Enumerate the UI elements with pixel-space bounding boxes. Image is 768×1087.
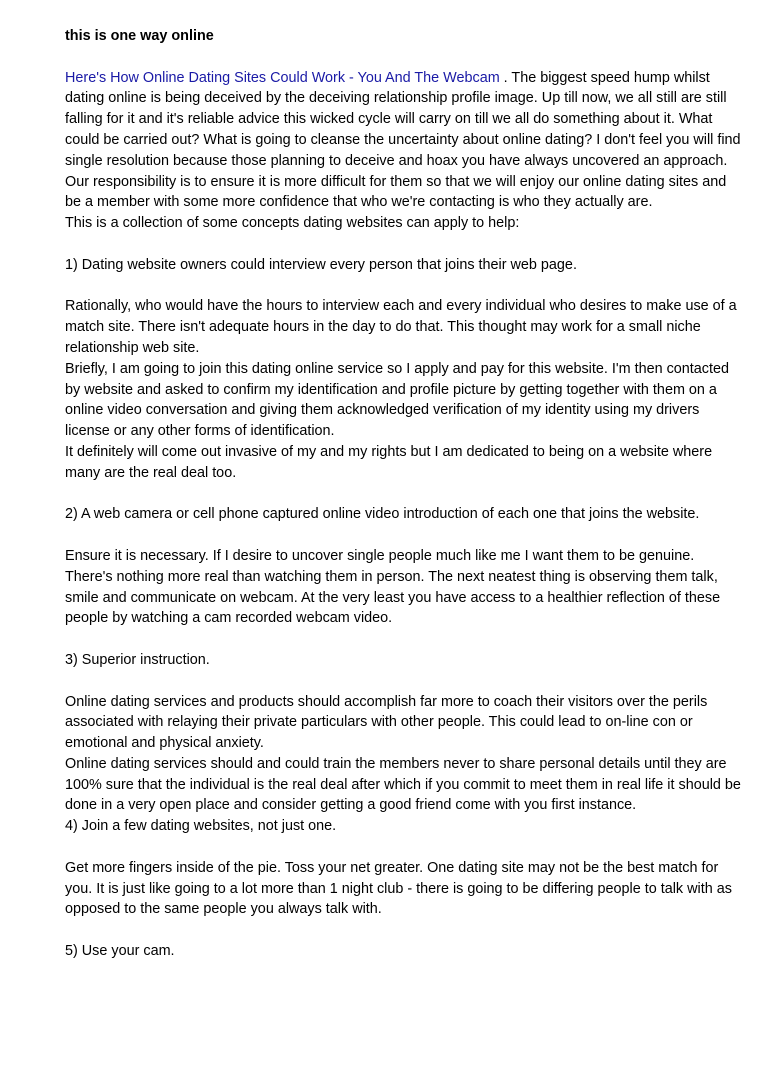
document-page [65, 26, 745, 962]
intro-paragraph [65, 68, 745, 214]
point-3-heading: 3) Superior instruction. [65, 651, 210, 668]
intro-paragraph-2: This is a collection of some concepts dating websites can apply to help: [65, 215, 520, 232]
spacer [65, 234, 745, 255]
point-5-heading: 5) Use your cam. [65, 943, 175, 960]
document-title: this is one way online [65, 28, 214, 44]
point-2-heading: 2) A web camera or cell phone captured online video introduction of each one that joins the website. [65, 506, 700, 523]
point-1-paragraph-1: Rationally, who would have the hours to interview each and every individual who desires to make use of a match site. There isn't adequate hours in the day to do that. This thought may work for a small niche relationship web site. [65, 298, 737, 356]
point-2-paragraph-1: Ensure it is necessary. If I desire to uncover single people much like me I want them to be genuine. There's nothing more real than watching them in person. The next neatest thing is observing them talk, smile and communicate on webcam. At the very least you have access to a healthier reflection of these people by watching a cam recorded webcam video. [65, 547, 721, 627]
spacer [65, 276, 745, 297]
spacer [65, 525, 745, 546]
spacer [65, 484, 745, 505]
intro-text: . The biggest speed hump whilst dating online is being deceived by the deceiving relationship profile image. Up till now, we all still are still falling for it and it's reliable advice this wicked cycle will carry on till we all do something about it. What could be carried out? What is going to cleanse the uncertainty about online dating? I don't feel you will find single resolution because those planning to deceive and hoax you have always uncovered an approach. Our responsibility is to ensure it is more difficult for them so that we will enjoy our online dating sites and be a member with some more confidence that who we're contacting is who they actually are. [65, 69, 741, 211]
spacer [65, 920, 745, 941]
spacer [65, 671, 745, 692]
point-1-heading: 1) Dating website owners could interview every person that joins their web page. [65, 256, 577, 273]
point-3-paragraph-1: Online dating services and products should accomplish far more to coach their visitors over the perils associated with relaying their private particulars with other people. This could lead to on-line con or emotional and physical anxiety. [65, 693, 708, 752]
point-4-paragraph-1: Get more fingers inside of the pie. Toss your net greater. One dating site may not be the best match for you. It is just like going to a lot more than 1 night club - there is going to be differing people to talk with as opposed to the same people you always talk with. [65, 859, 732, 918]
point-1-paragraph-3: It definitely will come out invasive of my and my rights but I am dedicated to being on a website where many are the real deal too. [65, 443, 713, 481]
article-link[interactable]: Here's How Online Dating Sites Could Work - You And The Webcam [65, 69, 500, 86]
point-4-heading: 4) Join a few dating websites, not just one. [65, 818, 337, 835]
point-1-paragraph-2: Briefly, I am going to join this dating online service so I apply and pay for this website. I'm then contacted by website and asked to confirm my identification and profile picture by getting together with them on a online video conversation and giving them acknowledged verification of my identity using my drivers license or any other forms of identification. [65, 360, 730, 440]
spacer [65, 837, 745, 858]
point-3-paragraph-2: Online dating services should and could train the members never to share personal details until they are 100% sure that the individual is the real deal after which if you commit to meet them in real life it should be done in a very open place and consider getting a good friend come with you first instance. [65, 755, 741, 814]
spacer [65, 629, 745, 650]
